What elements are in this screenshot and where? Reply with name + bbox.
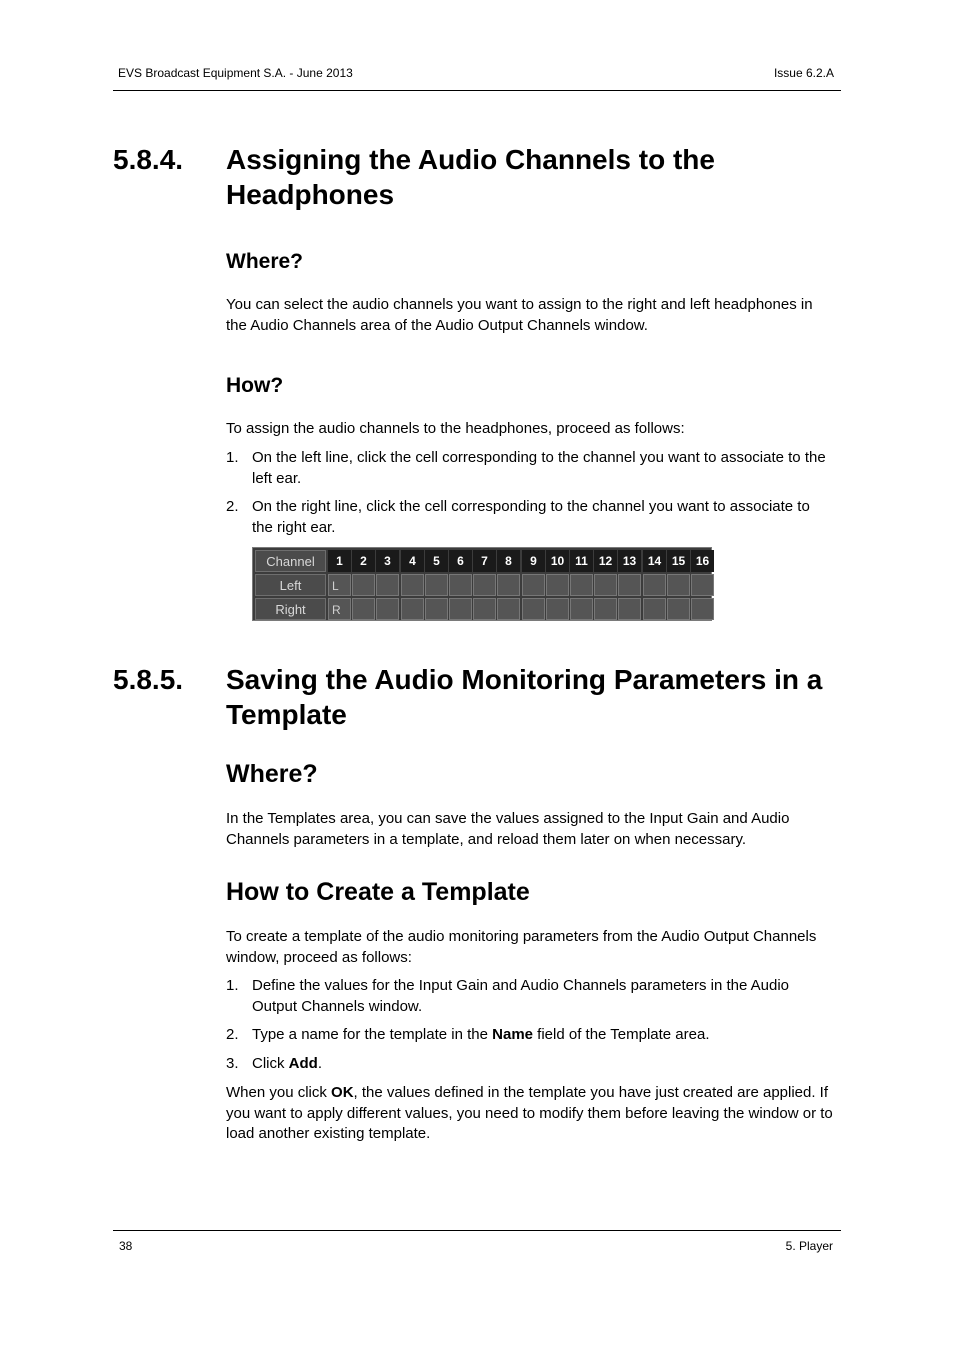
right-channel-cell-11[interactable]: [570, 598, 593, 620]
closing-text-post: , the values defined in the template you have just created are applied. If you want to apply different values, you need to modify them before leaving the window or to load another existing template.: [226, 1084, 833, 1142]
section-584-where-heading: Where?: [226, 250, 304, 273]
right-channel-cell-16[interactable]: [691, 598, 714, 620]
page-footer: [113, 1230, 841, 1253]
section-584-where-text: You can select the audio channels you want to assign to the right and left headphones in the Audio Channels area of the Audio Output Channels window.: [226, 296, 813, 334]
section-584-number: 5.8.4.: [113, 144, 184, 175]
closing-text-pre: When you click: [226, 1084, 332, 1101]
header-publisher: EVS Broadcast Equipment S.A. - June 2013: [118, 66, 353, 80]
step-number: 1.: [226, 449, 239, 466]
channel-header-9: 9: [522, 550, 545, 572]
left-channel-cell-12[interactable]: [594, 574, 617, 596]
right-channel-cell-10[interactable]: [546, 598, 569, 620]
channel-header-16: 16: [691, 550, 714, 572]
audio-channels-grid: [252, 547, 712, 621]
channel-header-11: 11: [570, 550, 593, 572]
left-channel-cell-9[interactable]: [522, 574, 545, 596]
step-number: 2.: [226, 1026, 239, 1043]
step-number: 3.: [226, 1055, 239, 1072]
section-585-create-heading: How to Create a Template: [226, 878, 530, 906]
section-585-title: Saving the Audio Monitoring Parameters in a Template: [226, 664, 823, 730]
channel-header-6: 6: [449, 550, 472, 572]
add-button-label: Add: [288, 1055, 318, 1072]
step-text-pre: Type a name for the template in the: [252, 1026, 493, 1043]
channel-header-10: 10: [546, 550, 569, 572]
left-channel-cell-3[interactable]: [376, 574, 399, 596]
left-channel-cell-16[interactable]: [691, 574, 714, 596]
channel-header-1: 1: [328, 550, 351, 572]
left-channel-cell-11[interactable]: [570, 574, 593, 596]
step-number: 1.: [226, 977, 239, 994]
left-channel-cell-5[interactable]: [425, 574, 448, 596]
header-issue: Issue 6.2.A: [773, 66, 834, 80]
channel-header-15: 15: [667, 550, 690, 572]
footer-chapter: 5. Player: [785, 1239, 833, 1253]
left-channel-cell-6[interactable]: [449, 574, 472, 596]
channel-header-2: 2: [352, 550, 375, 572]
step-text-post: field of the Template area.: [533, 1026, 710, 1043]
right-channel-cell-15[interactable]: [667, 598, 690, 620]
section-585-where-text: In the Templates area, you can save the values assigned to the Input Gain and Audio Channels parameters in a template, and reload them later on when necessary.: [226, 810, 790, 848]
channel-header-8: 8: [497, 550, 520, 572]
section-585-closing-text: [226, 1083, 836, 1145]
section-584-how-intro: To assign the audio channels to the headphones, proceed as follows:: [226, 420, 685, 437]
section-585-number: 5.8.5.: [113, 664, 184, 695]
section-584-title: Assigning the Audio Channels to the Headphones: [226, 144, 715, 210]
page-header: [113, 64, 841, 91]
right-channel-cell-5[interactable]: [425, 598, 448, 620]
step-text: [252, 1025, 832, 1046]
step-text: On the left line, click the cell corresponding to the channel you want to associate to the left ear.: [252, 449, 826, 487]
footer-page-number: 38: [119, 1239, 133, 1253]
right-channel-cell-8[interactable]: [497, 598, 520, 620]
channel-header-14: 14: [643, 550, 666, 572]
left-channel-cell-15[interactable]: [667, 574, 690, 596]
right-channel-cell-3[interactable]: [376, 598, 399, 620]
step-number: 2.: [226, 498, 239, 515]
section-585-create-intro: To create a template of the audio monitoring parameters from the Audio Output Channels window, proceed as follows:: [226, 928, 817, 966]
right-channel-cell-13[interactable]: [618, 598, 641, 620]
right-channel-cell-4[interactable]: [401, 598, 424, 620]
left-channel-cell-10[interactable]: [546, 574, 569, 596]
channel-header-13: 13: [618, 550, 641, 572]
grid-row-label-left: Left: [255, 574, 326, 596]
left-channel-cell-7[interactable]: [473, 574, 496, 596]
left-channel-cell-4[interactable]: [401, 574, 424, 596]
step-text: [252, 1054, 832, 1075]
right-channel-cell-1[interactable]: R: [328, 598, 351, 620]
section-585-where-heading: Where?: [226, 760, 318, 788]
channel-header-4: 4: [401, 550, 424, 572]
channel-header-12: 12: [594, 550, 617, 572]
step-text-post: .: [317, 1055, 323, 1072]
grid-row-label-channel: Channel: [255, 550, 326, 572]
channel-header-5: 5: [425, 550, 448, 572]
channel-header-3: 3: [376, 550, 399, 572]
step-text-pre: Click: [252, 1055, 289, 1072]
left-channel-cell-2[interactable]: [352, 574, 375, 596]
right-channel-cell-14[interactable]: [643, 598, 666, 620]
ok-button-label: OK: [331, 1084, 354, 1101]
right-channel-cell-2[interactable]: [352, 598, 375, 620]
right-channel-cell-7[interactable]: [473, 598, 496, 620]
name-field-label: Name: [492, 1026, 533, 1043]
left-channel-cell-8[interactable]: [497, 574, 520, 596]
left-channel-cell-14[interactable]: [643, 574, 666, 596]
right-channel-cell-9[interactable]: [522, 598, 545, 620]
left-channel-cell-1[interactable]: L: [328, 574, 351, 596]
step-text: Define the values for the Input Gain and Audio Channels parameters in the Audio Output Channels window.: [252, 977, 790, 1015]
left-channel-cell-13[interactable]: [618, 574, 641, 596]
grid-row-label-right: Right: [255, 598, 326, 620]
channel-header-7: 7: [473, 550, 496, 572]
section-584-how-heading: How?: [226, 374, 284, 397]
right-channel-cell-12[interactable]: [594, 598, 617, 620]
step-text: On the right line, click the cell corresponding to the channel you want to associate to the right ear.: [252, 498, 810, 536]
right-channel-cell-6[interactable]: [449, 598, 472, 620]
